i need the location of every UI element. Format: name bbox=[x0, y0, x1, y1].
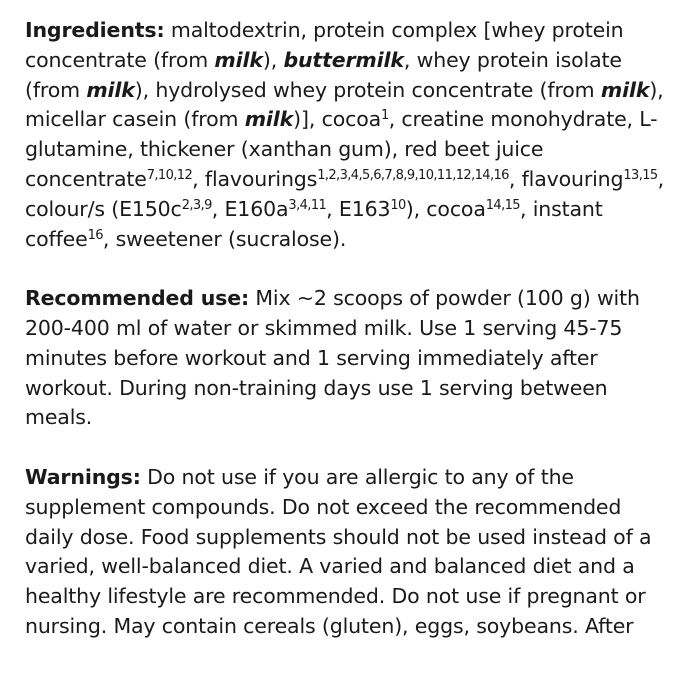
ingredients-text: ), cocoa bbox=[405, 196, 486, 221]
warnings-label: Warnings: bbox=[25, 464, 141, 489]
ingredients-text: , E163 bbox=[326, 196, 391, 221]
ingredients-label: Ingredients: bbox=[25, 18, 165, 42]
recommended-use-text: Mix ~2 scoops of powder (100 g) with 200-400 ml of water or skimmed milk. Use 1 serving 45-75 minutes before workout and 1 serving immediately after workout. During non-training days use 1 serving between meals. bbox=[25, 286, 640, 430]
allergen-milk: milk bbox=[244, 107, 294, 132]
ingredients-text: , flavourings bbox=[192, 166, 318, 191]
ingredients-text: , colour/s (E150c bbox=[25, 166, 664, 221]
allergen-milk: milk bbox=[214, 47, 263, 72]
ingredients-text: ), bbox=[262, 47, 284, 72]
warnings-paragraph bbox=[25, 463, 675, 642]
recommended-use-label: Recommended use: bbox=[25, 286, 250, 311]
ingredients-text: , creatine monohydrate, L-glutamine, thickener (xanthan gum), red beet juice concentrate bbox=[25, 107, 658, 191]
recommended-use-paragraph bbox=[25, 284, 675, 433]
footnote-ref: 1 bbox=[381, 108, 389, 124]
ingredients-text: , instant coffee bbox=[25, 196, 603, 251]
footnote-ref: 1,2,3,4,5,6,7,8,9,10,11,12,14,16 bbox=[317, 167, 509, 183]
footnote-ref: 3,4,11 bbox=[288, 197, 327, 213]
footnote-ref: 7,10,12 bbox=[146, 167, 193, 183]
ingredients-text: , E160a bbox=[211, 196, 289, 221]
ingredients-text: maltodextrin, protein complex [whey protein concentrate (from bbox=[25, 18, 624, 72]
product-label-text bbox=[25, 16, 675, 672]
footnote-ref: 2,3,9 bbox=[181, 197, 212, 213]
ingredients-text: , whey protein isolate (from bbox=[25, 47, 622, 102]
ingredients-text: )], cocoa bbox=[293, 107, 382, 132]
footnote-ref: 13,15 bbox=[623, 167, 658, 183]
allergen-milk: milk bbox=[86, 77, 135, 102]
footnote-ref: 10 bbox=[390, 197, 406, 213]
ingredients-paragraph bbox=[25, 16, 675, 254]
ingredients-text: , sweetener (sucralose). bbox=[102, 226, 347, 251]
ingredients-text: , flavouring bbox=[508, 166, 624, 191]
allergen-buttermilk: buttermilk bbox=[283, 47, 404, 72]
footnote-ref: 14,15 bbox=[485, 197, 520, 213]
allergen-milk: milk bbox=[600, 77, 650, 102]
ingredients-text: ), micellar casein (from bbox=[25, 77, 664, 132]
footnote-ref: 16 bbox=[87, 227, 103, 243]
ingredients-text: ), hydrolysed whey protein concentrate (from bbox=[134, 77, 601, 102]
warnings-text: Do not use if you are allergic to any of the supplement compounds. Do not exceed the recommended daily dose. Food supplements should not be used instead of a varied, well-balanced diet. A varied and balanced diet and a healthy lifestyle are recommended. Do not use if pregnant or nursing. May contain cereals (gluten), eggs, soybeans. After bbox=[25, 464, 652, 638]
